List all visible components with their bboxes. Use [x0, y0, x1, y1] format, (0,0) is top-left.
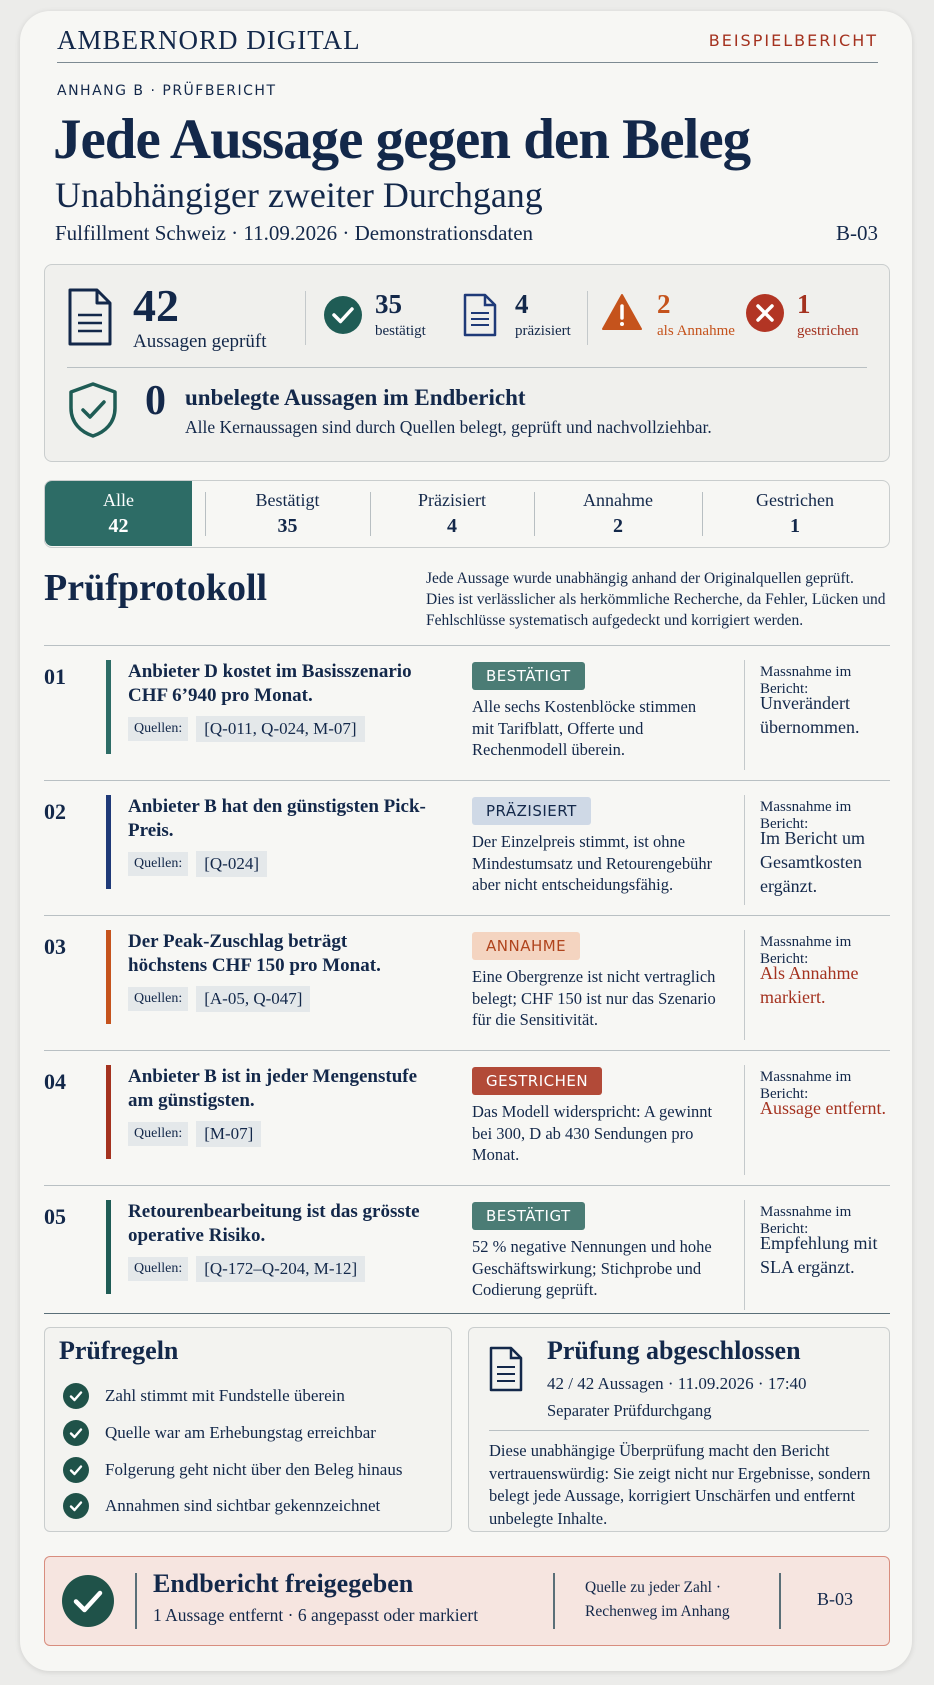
- check-circle-icon: [63, 1420, 89, 1446]
- tab-label: Bestätigt: [255, 490, 320, 510]
- meta-line: Fulfillment Schweiz · 11.09.2026 · Demonstrationsdaten: [55, 221, 534, 245]
- final-title: Endbericht freigegeben: [153, 1569, 414, 1598]
- row-divider-vertical: [744, 660, 745, 770]
- brand-name: AMBERNORD DIGITAL: [57, 25, 361, 55]
- tab-count: 2: [613, 515, 623, 537]
- rule-item: [63, 1492, 380, 1520]
- check-circle-icon: [63, 1493, 89, 1519]
- tab-praezisiert[interactable]: [370, 481, 534, 546]
- confirmed-label: bestätigt: [375, 323, 426, 339]
- document-icon: [67, 287, 113, 347]
- measure-label: Massnahme im Bericht:: [760, 799, 852, 832]
- warning-icon: [601, 293, 643, 331]
- measure-label: Massnahme im Bericht:: [760, 934, 852, 967]
- row-divider: [44, 1313, 890, 1314]
- status-bar: [106, 1065, 111, 1159]
- tab-label: Alle: [103, 490, 134, 510]
- status-bar: [106, 1200, 111, 1294]
- tab-bestaetigt[interactable]: [205, 481, 370, 546]
- tab-alle[interactable]: [45, 481, 192, 546]
- final-note-line1: Quelle zu jeder Zahl ·: [585, 1579, 721, 1596]
- final-note-line2: Rechenweg im Anhang: [585, 1603, 730, 1620]
- summary-divider: [305, 291, 306, 345]
- final-subtitle: 1 Aussage entfernt · 6 angepasst oder markiert: [153, 1605, 479, 1625]
- rule-text: Zahl stimmt mit Fundstelle überein: [105, 1386, 345, 1405]
- unsupported-text: Alle Kernaussagen sind durch Quellen belegt, geprüft und nachvollziehbar.: [185, 417, 712, 437]
- assumption-label: als Annahme: [657, 323, 735, 339]
- rule-text: Folgerung geht nicht über den Beleg hinaus: [105, 1460, 403, 1479]
- status-badge: PRÄZISIERT: [472, 797, 591, 825]
- measure-label: Massnahme im Bericht:: [760, 1069, 852, 1102]
- protocol-intro: Jede Aussage wurde unabhängig anhand der Originalquellen geprüft. Dies ist verlässlicher als herkömmliche Recherche, da Fehler, Lücken und Fehlschlüsse systematisch aufgedeckt und korrigiert werden.: [426, 570, 886, 629]
- status-badge: GESTRICHEN: [472, 1067, 602, 1095]
- row-divider-vertical: [744, 1065, 745, 1175]
- row-note: Der Einzelpreis stimmt, ist ohne Mindestumsatz und Retourengebühr aber nicht entscheidungsfähig.: [472, 832, 713, 894]
- tab-count: 4: [447, 515, 457, 537]
- refined-label: präzisiert: [515, 323, 571, 339]
- row-note: Alle sechs Kostenblöcke stimmen mit Tarifblatt, Offerte und Rechenmodell überein.: [472, 697, 697, 759]
- rule-item: [63, 1382, 345, 1410]
- status-bar: [106, 660, 111, 754]
- row-claim: Anbieter B ist in jeder Mengenstufe am günstigsten.: [128, 1066, 418, 1111]
- rule-item: [63, 1419, 376, 1447]
- final-divider: [135, 1573, 137, 1629]
- measure-label: Massnahme im Bericht:: [760, 664, 852, 697]
- summary-divider: [67, 367, 867, 368]
- row-number: 02: [44, 799, 66, 824]
- protocol-row: [44, 1186, 890, 1320]
- completion-panel: [468, 1327, 890, 1532]
- sources-value: [A-05, Q-047]: [196, 986, 310, 1012]
- rule-item: [63, 1456, 402, 1484]
- sources-label: Quellen:: [128, 1122, 188, 1146]
- protocol-row: [44, 781, 890, 915]
- document-icon: [489, 1346, 523, 1392]
- filter-tabs: [44, 480, 890, 548]
- sources-value: [M-07]: [196, 1121, 261, 1147]
- row-number: 05: [44, 1204, 66, 1229]
- refined-count: 4: [515, 289, 529, 319]
- protocol-row: [44, 646, 890, 780]
- row-note: Eine Obergrenze ist nicht vertraglich belegt; CHF 150 ist nur das Szenario für die Sensitivität.: [472, 967, 716, 1029]
- measure-value: Als Annahme markiert.: [760, 963, 859, 1007]
- close-circle-icon: [745, 293, 785, 333]
- struck-count: 1: [797, 289, 811, 319]
- measure-value: Aussage entfernt.: [760, 1098, 886, 1118]
- tab-label: Präzisiert: [418, 490, 486, 510]
- tab-label: Gestrichen: [756, 490, 834, 510]
- tab-gestrichen[interactable]: [702, 481, 888, 546]
- page-title: Jede Aussage gegen den Beleg: [53, 108, 751, 171]
- row-sources: [128, 715, 365, 743]
- tab-annahme[interactable]: [534, 481, 702, 546]
- sources-label: Quellen:: [128, 852, 188, 876]
- status-badge: BESTÄTIGT: [472, 662, 585, 690]
- row-sources: [128, 985, 310, 1013]
- shield-check-icon: [67, 381, 119, 439]
- check-circle-icon: [63, 1383, 89, 1409]
- document-icon: [463, 293, 497, 337]
- protocol-row: [44, 1051, 890, 1185]
- total-count: 42: [133, 280, 179, 331]
- check-circle-icon: [323, 295, 363, 335]
- protocol-title: Prüfprotokoll: [44, 567, 268, 609]
- check-circle-icon: [63, 1457, 89, 1483]
- summary-panel: [44, 264, 890, 462]
- measure-value: Empfehlung mit SLA ergänzt.: [760, 1233, 878, 1277]
- sample-label: BEISPIELBERICHT: [708, 31, 878, 50]
- unsupported-count: 0: [145, 378, 166, 424]
- row-number: 03: [44, 934, 66, 959]
- completion-meta: 42 / 42 Aussagen · 11.09.2026 · 17:40: [547, 1374, 807, 1393]
- total-label: Aussagen geprüft: [133, 331, 267, 352]
- rules-panel: [44, 1327, 452, 1532]
- final-approval-panel: [44, 1556, 890, 1646]
- row-claim: Retourenbearbeitung ist das grösste operative Risiko.: [128, 1201, 420, 1246]
- row-number: 04: [44, 1069, 66, 1094]
- sources-label: Quellen:: [128, 987, 188, 1011]
- final-divider: [553, 1573, 555, 1629]
- status-badge: BESTÄTIGT: [472, 1202, 585, 1230]
- rule-text: Quelle war am Erhebungstag erreichbar: [105, 1423, 376, 1442]
- rules-title: Prüfregeln: [59, 1336, 179, 1365]
- completion-divider: [489, 1430, 869, 1431]
- completion-mode: Separater Prüfdurchgang: [547, 1401, 712, 1420]
- row-note: Das Modell widerspricht: A gewinnt bei 300, D ab 430 Sendungen pro Monat.: [472, 1102, 713, 1164]
- row-sources: [128, 1120, 261, 1148]
- header-divider: [57, 62, 878, 63]
- document-id: B-03: [836, 221, 878, 245]
- sources-value: [Q-024]: [196, 851, 267, 877]
- tab-count: 42: [108, 515, 129, 537]
- row-sources: [128, 1255, 365, 1283]
- tab-count: 35: [277, 515, 298, 537]
- kicker: ANHANG B · PRÜFBERICHT: [57, 83, 277, 99]
- status-bar: [106, 795, 111, 889]
- measure-value: Im Bericht um Gesamtkosten ergänzt.: [760, 828, 865, 896]
- tab-label: Annahme: [583, 490, 653, 510]
- sources-value: [Q-011, Q-024, M-07]: [196, 716, 364, 742]
- assumption-count: 2: [657, 289, 671, 319]
- summary-divider: [587, 291, 588, 345]
- row-divider-vertical: [744, 1200, 745, 1310]
- row-claim: Der Peak-Zuschlag beträgt höchstens CHF 150 pro Monat.: [128, 931, 381, 976]
- row-claim: Anbieter D kostet im Basisszenario CHF 6’940 pro Monat.: [128, 661, 412, 706]
- report-page: [20, 11, 912, 1671]
- final-document-id: B-03: [817, 1589, 853, 1609]
- sources-label: Quellen:: [128, 1257, 188, 1281]
- completion-title: Prüfung abgeschlossen: [547, 1336, 801, 1365]
- protocol-row: [44, 916, 890, 1050]
- measure-value: Unverändert übernommen.: [760, 693, 860, 737]
- row-divider-vertical: [744, 930, 745, 1040]
- completion-text: Diese unabhängige Überprüfung macht den Bericht vertrauenswürdig: Sie zeigt nicht nur Ergebnisse, sondern belegt jede Aussage, korrigiert Unschärfen und entfernt unbelegte Inhalte.: [489, 1441, 871, 1528]
- rule-text: Annahmen sind sichtbar gekennzeichnet: [105, 1496, 381, 1515]
- sources-label: Quellen:: [128, 717, 188, 741]
- status-badge: ANNAHME: [472, 932, 580, 960]
- sources-value: [Q-172–Q-204, M-12]: [196, 1256, 365, 1282]
- tab-count: 1: [790, 515, 800, 537]
- row-number: 01: [44, 664, 66, 689]
- row-note: 52 % negative Nennungen und hohe Geschäftswirkung; Stichprobe und Codierung geprüft.: [472, 1237, 712, 1299]
- final-divider: [779, 1573, 781, 1629]
- row-sources: [128, 850, 267, 878]
- unsupported-title: unbelegte Aussagen im Endbericht: [185, 385, 526, 410]
- row-divider-vertical: [744, 795, 745, 905]
- check-circle-icon: [61, 1574, 115, 1628]
- row-claim: Anbieter B hat den günstigsten Pick-Preis.: [128, 796, 426, 841]
- confirmed-count: 35: [375, 289, 402, 319]
- measure-label: Massnahme im Bericht:: [760, 1204, 852, 1237]
- page-subtitle: Unabhängiger zweiter Durchgang: [55, 175, 543, 215]
- status-bar: [106, 930, 111, 1024]
- struck-label: gestrichen: [797, 323, 859, 339]
